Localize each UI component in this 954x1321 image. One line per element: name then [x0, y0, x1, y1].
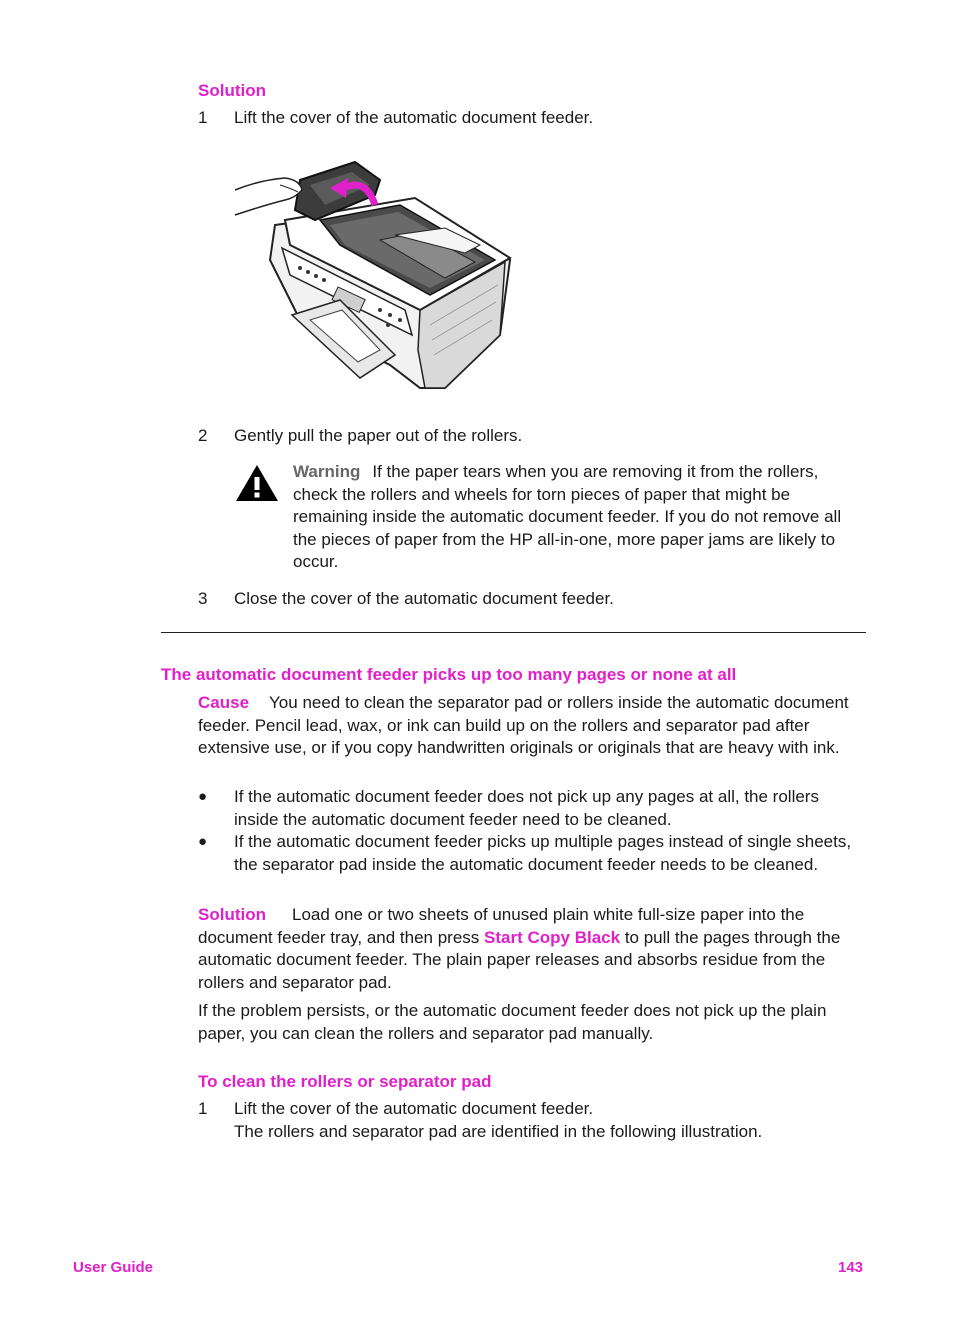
start-copy-black-button-ref: Start Copy Black — [484, 927, 621, 947]
cause-label: Cause — [198, 693, 250, 712]
printer-adf-cover-open-illustration — [230, 150, 520, 395]
warning-label: Warning — [293, 462, 361, 481]
warning-triangle-icon — [234, 463, 280, 503]
step-text: Lift the cover of the automatic document feeder. — [234, 1099, 594, 1118]
footer-title: User Guide — [73, 1259, 154, 1276]
solution-label: Solution — [198, 905, 266, 924]
step-text: Gently pull the paper out of the rollers. — [234, 426, 523, 445]
bullet-icon: ● — [198, 788, 208, 805]
subheading: To clean the rollers or separator pad — [198, 1072, 492, 1091]
solution-text-before: Load one or two sheets of unused plain white full-size paper into the document feeder tray, and then press — [198, 905, 805, 947]
step-number: 1 — [198, 1099, 208, 1118]
persist-paragraph: If the problem persists, or the automatic document feeder does not pick up the plain paper, you can clean the rollers and separator pad manually. — [198, 1001, 827, 1043]
cause-paragraph — [198, 692, 863, 760]
bullet-text: If the automatic document feeder does not pick up any pages at all, the rollers inside the automatic document feeder need to be cleaned. — [234, 787, 819, 829]
bullet-icon: ● — [198, 833, 208, 850]
step-number: 2 — [198, 426, 208, 445]
step-number: 1 — [198, 108, 208, 127]
step-text: Lift the cover of the automatic document feeder. — [234, 108, 594, 127]
step-subtext: The rollers and separator pad are identified in the following illustration. — [234, 1122, 763, 1141]
warning-text: If the paper tears when you are removing it from the rollers, check the rollers and wheels for torn pieces of paper that might be remaining inside the automatic document feeder. If you do not remove all the pieces of paper from the HP all-in-one, more paper jams are likely to occur. — [293, 462, 842, 571]
bullet-text: If the automatic document feeder picks up multiple pages instead of single sheets, the separator pad inside the automatic document feeder needs to be cleaned. — [234, 832, 852, 874]
section-heading: The automatic document feeder picks up too many pages or none at all — [161, 665, 737, 684]
solution-heading: Solution — [198, 81, 266, 100]
warning-note — [293, 461, 863, 574]
solution-paragraph — [198, 904, 863, 994]
page-number: 143 — [838, 1259, 864, 1276]
step-number: 3 — [198, 589, 208, 608]
section-divider — [161, 632, 866, 633]
cause-text: You need to clean the separator pad or rollers inside the automatic document feeder. Pencil lead, wax, or ink can build up on the rollers and separator pad after extensive use, or if you copy handwritten originals or originals that are heavy with ink. — [198, 693, 849, 758]
step-text: Close the cover of the automatic document feeder. — [234, 589, 614, 608]
solution-text-after: to pull the pages through the automatic document feeder. The plain paper releases and absorbs residue from the rollers and separator pad. — [198, 927, 841, 992]
